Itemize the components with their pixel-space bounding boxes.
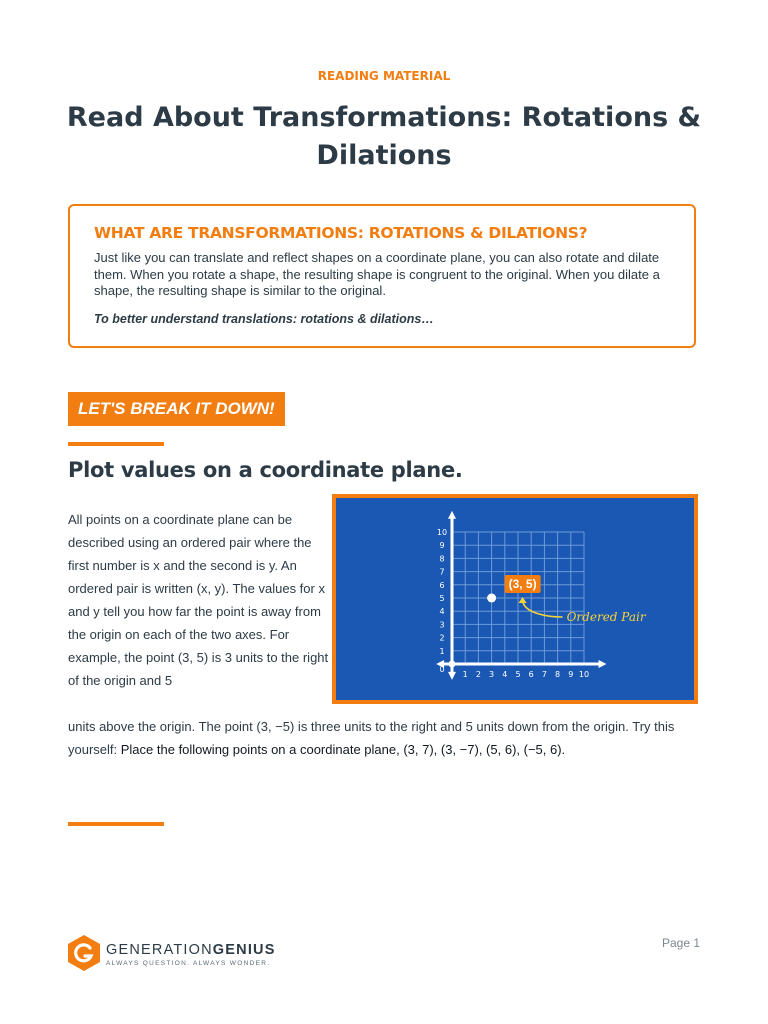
- body-text: units above the origin. The point (3, −5) is three units to the right and 5 units down from the origin. Try this yourself:: [68, 719, 675, 757]
- grid-lines: [452, 532, 584, 664]
- coordinate-plane-figure: [332, 494, 698, 704]
- x-tick-label: 4: [502, 670, 508, 679]
- section-banner: LET'S BREAK IT DOWN!: [68, 392, 285, 426]
- brand-tagline: ALWAYS QUESTION. ALWAYS WONDER.: [106, 960, 271, 967]
- data-point: [487, 594, 496, 603]
- info-box-emphasis: To better understand translations: rotations & dilations…: [94, 311, 434, 326]
- exercise-prompt: Place the following points on a coordinate plane, (3, 7), (3, −7), (5, 6), (−5, 6).: [120, 742, 566, 757]
- info-box: [68, 204, 696, 348]
- info-box-body: Just like you can translate and reflect shapes on a coordinate plane, you can also rotate and dilate them. When you rotate a shape, the resulting shape is congruent to the original. When you dilate a shape, the resulting shape is similar to the original.: [94, 250, 660, 298]
- y-tick-label: 8: [439, 554, 445, 564]
- page-number: Page 1: [662, 936, 701, 950]
- x-tick-label: 3: [489, 670, 495, 679]
- brand-logo-icon: [66, 934, 102, 976]
- point-label: (3, 5): [508, 577, 537, 591]
- body-paragraph-continued: [68, 715, 696, 761]
- x-tick-label: 1: [462, 670, 468, 679]
- coordinate-plane-svg: [336, 498, 694, 700]
- plotted-point: [487, 594, 496, 603]
- x-tick-label: 6: [528, 670, 534, 679]
- x-tick-label: 2: [475, 670, 481, 679]
- page-title: Read About Transformations: Rotations & Dilations: [66, 102, 702, 171]
- y-tick-label: 4: [439, 607, 445, 617]
- annotation-label: Ordered Pair: [566, 610, 646, 624]
- divider-rule-bottom: [68, 822, 164, 826]
- tick-labels: [437, 528, 589, 679]
- y-axis-arrowhead-top: [448, 511, 456, 519]
- eyebrow-label: READING MATERIAL: [317, 69, 451, 83]
- origin-dot: [449, 661, 456, 668]
- y-tick-label: 7: [439, 567, 445, 577]
- origin-label: 0: [439, 665, 445, 674]
- annotation-arrow: [523, 601, 563, 617]
- axes: [436, 511, 606, 680]
- y-tick-label: 5: [439, 594, 445, 603]
- x-tick-label: 5: [515, 670, 521, 679]
- x-tick-label: 10: [578, 670, 590, 679]
- x-axis-arrowhead-right: [599, 660, 607, 668]
- x-tick-label: 9: [568, 670, 574, 679]
- divider-rule: [68, 442, 164, 446]
- y-axis-arrowhead-bottom: [448, 672, 456, 680]
- y-tick-label: 2: [439, 633, 445, 643]
- y-tick-label: 1: [439, 646, 445, 656]
- section-heading: Plot values on a coordinate plane.: [68, 458, 463, 482]
- brand-name: GENERATIONGENIUS: [106, 942, 276, 958]
- y-tick-label: 3: [439, 620, 445, 630]
- body-paragraph-intro: All points on a coordinate plane can be described using an ordered pair where the first number is x and the second is y. An ordered pair is written (x, y). The values for x and y tell you how far the point is away from the origin on each of the two axes. For example, the point (3, 5) is 3 units to the right of the origin and 5: [68, 512, 329, 688]
- y-tick-label: 9: [439, 541, 445, 551]
- x-tick-label: 8: [555, 670, 561, 679]
- info-box-heading: WHAT ARE TRANSFORMATIONS: ROTATIONS & DILATIONS?: [94, 224, 588, 242]
- x-tick-label: 7: [541, 670, 547, 679]
- y-tick-label: 10: [436, 528, 448, 537]
- y-tick-label: 6: [439, 580, 445, 590]
